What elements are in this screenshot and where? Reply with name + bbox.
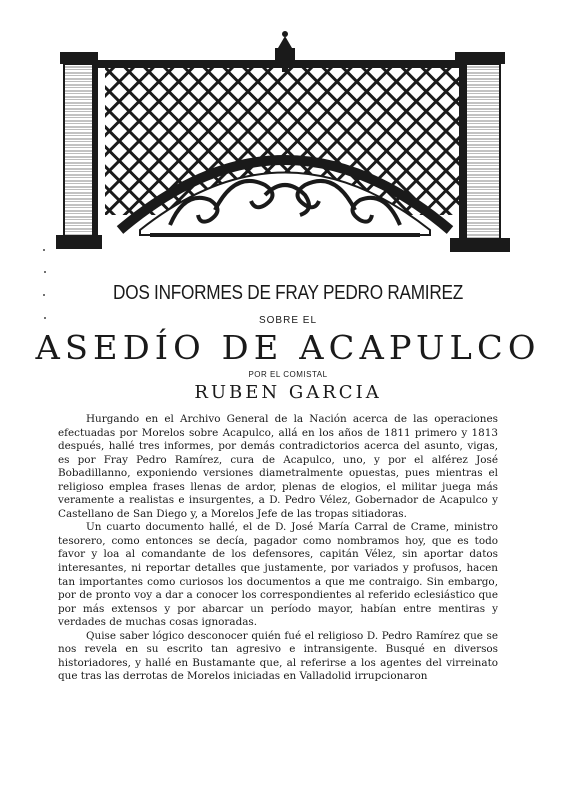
article-title: DOS INFORMES DE FRAY PEDRO RAMIREZ bbox=[113, 282, 463, 304]
author-name: RUBEN GARCIA bbox=[194, 382, 382, 403]
left-pillar bbox=[56, 52, 102, 249]
ornamental-header-illustration bbox=[50, 30, 520, 255]
paragraph: Quise saber lógico desconocer quién fué el religioso D. Pedro Ramírez que se nos revela en su escrito tan agresivo e intransigente. Busqué en diversos historiadores, y hallé en Bustamante que, al referirse a los agentes del virreinato que tras las derrotas de Morelos iniciadas en Valladolid irrupcionaron bbox=[58, 629, 498, 683]
title-connector: SOBRE EL bbox=[258, 315, 318, 326]
main-title: ASEDÍO DE ACAPULCO bbox=[35, 328, 541, 367]
article-body bbox=[58, 413, 498, 684]
paragraph: Hurgando en el Archivo General de la Nación acerca de las operaciones efectuadas por Morelos sobre Acapulco, allá en los años de 1811 primero y 1813 después, hallé tres informes, por demás contradictorios acerca del asunto, vigas, es por Fray Pedro Ramírez, cura de Acapulco, uno, y por el alférez José Bobadillanno, exponiendo versiones diametralmente opuestas, pues mientras el religioso emplea frases llenas de ardor, plenas de elogios, el militar juega más veramente a realistas e insurgentes, a D. Pedro Vélez, Gobernador de Acapulco y Castellano de San Diego y, a Morelos Jefe de las tropas sitiadoras. bbox=[58, 413, 498, 520]
paragraph: Un cuarto documento hallé, el de D. José María Carral de Crame, ministro tesorero, como entonces se decía, pagador como nombramos hoy, que es todo favor y loa al comandante de los defensores, capitán Vélez, sin aportar datos interesantes, ni reportar detalles que justamente, por variados y profusos, hacen tan importantes como curiosos los documentos a que me contraigo. Sin embargo, por de pronto voy a dar a conocer los correspondientes al referido eclesiástico que por más extensos y por abarcar un período mayor, habían entre mentiras y verdades de muchas cosas ignoradas. bbox=[58, 521, 498, 629]
byline-prefix: POR EL COMISTAL bbox=[248, 370, 328, 379]
right-pillar bbox=[450, 52, 510, 252]
